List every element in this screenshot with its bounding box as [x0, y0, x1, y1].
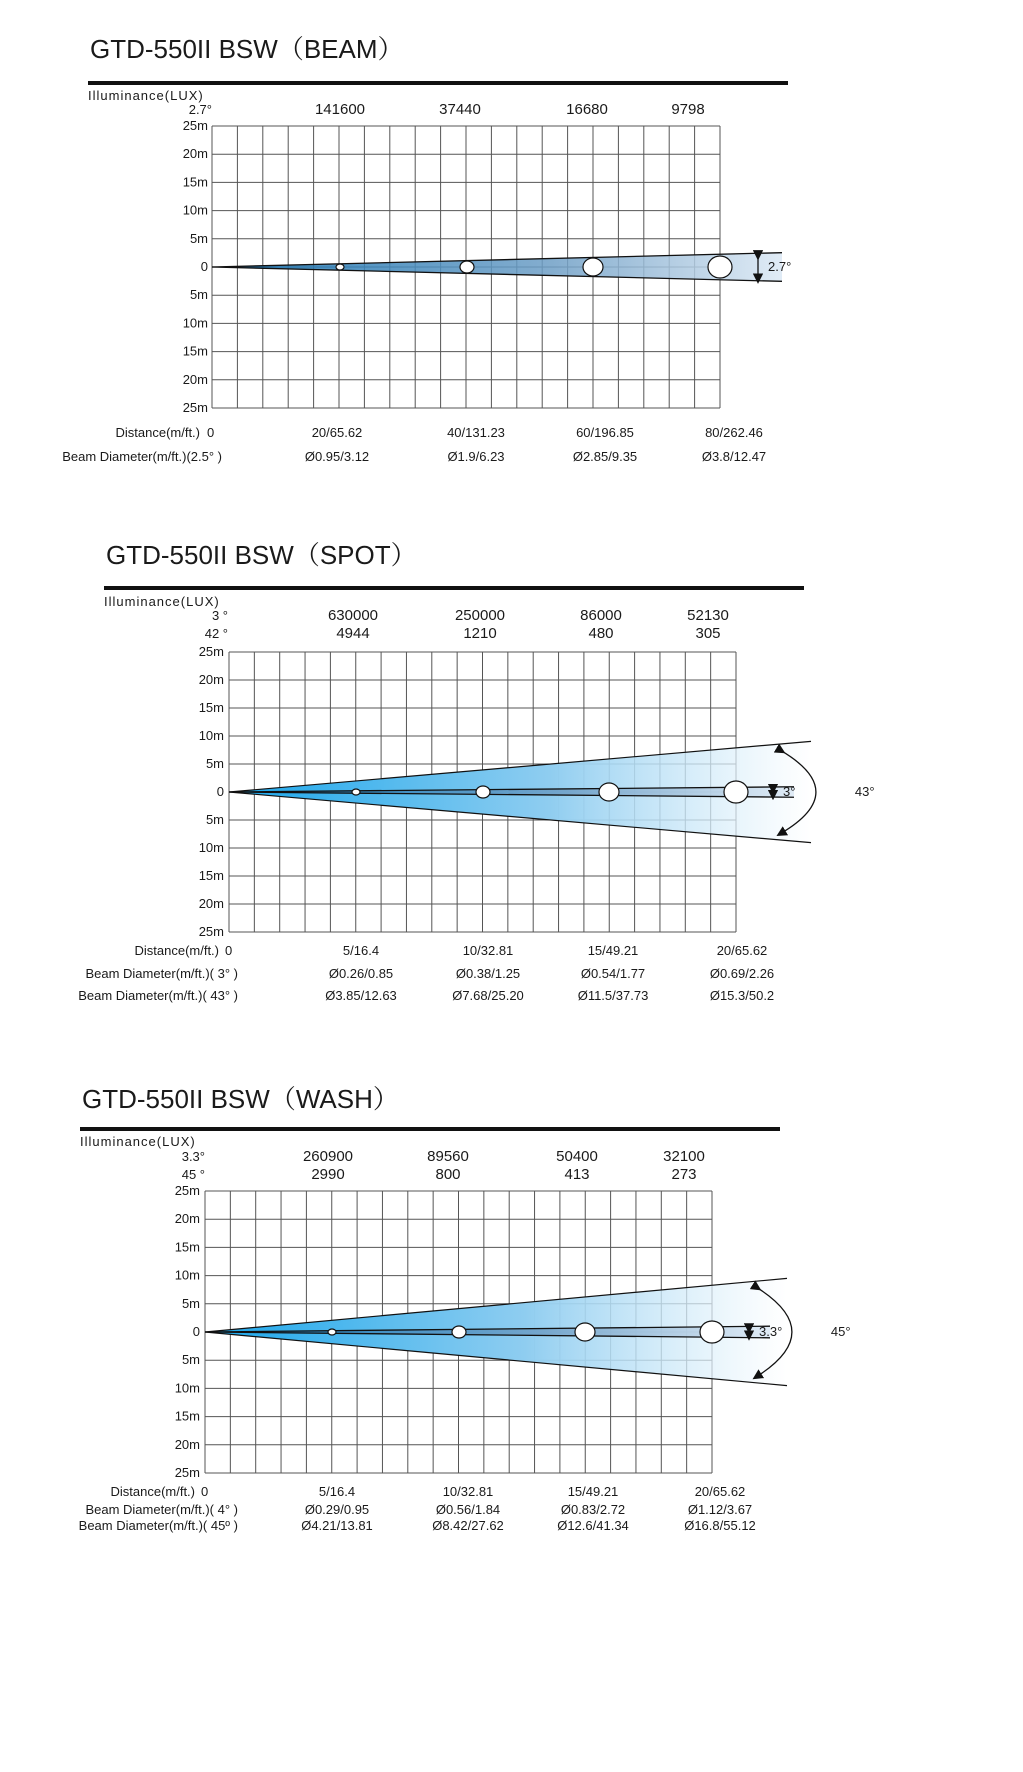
lux-value: 32100 — [663, 1148, 705, 1165]
y-tick-label: 25m — [182, 400, 208, 415]
y-tick-label: 10m — [174, 1380, 200, 1396]
distance-value: 20/65.62 — [311, 425, 363, 440]
y-tick-label: 5m — [181, 1352, 200, 1368]
narrow-angle-label: 3° — [783, 784, 796, 799]
beam-diameter-label: Beam Diameter(m/ft.)( 45º ) — [78, 1518, 238, 1533]
distance-value: 15/49.21 — [587, 943, 639, 958]
y-tick-label: 5m — [181, 1295, 200, 1311]
lux-value: 800 — [435, 1166, 461, 1183]
beam-diameter-value: Ø3.8/12.47 — [701, 449, 767, 464]
distance-zero: 0 — [201, 1484, 209, 1499]
y-tick-label: 25m — [198, 924, 224, 939]
lux-value: 1210 — [463, 625, 497, 642]
beam-diameter-value: Ø0.38/1.25 — [455, 966, 521, 981]
y-tick-label: 0 — [192, 1324, 200, 1339]
beam-diameter-value: Ø0.26/0.85 — [328, 966, 394, 981]
beam-diameter-value: Ø3.85/12.63 — [325, 988, 397, 1003]
beam-diameter-value: Ø7.68/25.20 — [452, 988, 524, 1003]
chart-title: GTD-550II BSW（BEAM） — [90, 34, 404, 64]
lux-value: 273 — [671, 1166, 697, 1183]
beam-spot-marker — [599, 783, 619, 801]
y-tick-label: 20m — [198, 672, 224, 687]
spot-chart-panel — [0, 520, 1023, 1060]
lux-value: 260900 — [302, 1148, 354, 1165]
beam-spot-marker — [476, 786, 490, 798]
beam-diameter-value: Ø12.6/41.34 — [557, 1518, 629, 1533]
distance-zero: 0 — [207, 425, 215, 440]
distance-label: Distance(m/ft.) — [134, 943, 219, 958]
y-tick-label: 25m — [198, 644, 224, 659]
beam-diameter-label: Beam Diameter(m/ft.)(2.5° ) — [62, 449, 222, 464]
y-tick-label: 10m — [182, 202, 208, 218]
narrow-angle-label: 3.3° — [759, 1324, 783, 1339]
beam-spot-marker — [575, 1323, 595, 1341]
y-tick-label: 5m — [189, 287, 208, 303]
y-tick-label: 20m — [174, 1211, 200, 1227]
beam-diameter-value: Ø0.69/2.26 — [709, 966, 775, 981]
lux-value: 250000 — [454, 607, 506, 624]
distance-label: Distance(m/ft.) — [115, 425, 200, 440]
y-tick-label: 5m — [205, 756, 224, 771]
angle-label: 3 ° — [211, 608, 228, 623]
distance-value: 40/131.23 — [447, 425, 505, 440]
lux-value: 4944 — [336, 625, 370, 642]
narrow-angle-label: 2.7° — [768, 259, 792, 274]
beam-chart-panel — [0, 0, 1023, 520]
beam-diameter-value: Ø0.56/1.84 — [435, 1502, 501, 1517]
beam-spot-marker — [460, 261, 474, 273]
beam-diameter-label: Beam Diameter(m/ft.)( 43° ) — [78, 988, 238, 1003]
y-tick-label: 25m — [174, 1465, 200, 1480]
angle-label: 3.3° — [181, 1149, 205, 1164]
angle-label: 2.7° — [188, 102, 212, 117]
beam-diameter-value: Ø2.85/9.35 — [572, 449, 638, 464]
y-tick-label: 15m — [198, 868, 224, 883]
wash-chart — [0, 1060, 1023, 1772]
wash-chart-panel — [0, 1060, 1023, 1772]
y-tick-label: 15m — [174, 1408, 200, 1424]
beam-diameter-value: Ø8.42/27.62 — [432, 1518, 504, 1533]
y-tick-label: 0 — [200, 259, 208, 274]
beam-spot-marker — [328, 1329, 336, 1335]
lux-value: 37440 — [439, 101, 481, 118]
lux-value: 16680 — [566, 101, 608, 118]
beam-spot-marker — [724, 781, 748, 803]
narrow-beam-cone — [212, 253, 782, 282]
lux-value: 86000 — [580, 607, 622, 624]
chart-title: GTD-550II BSW（WASH） — [82, 1084, 399, 1114]
distance-zero: 0 — [225, 943, 233, 958]
distance-value: 20/65.62 — [716, 943, 768, 958]
y-tick-label: 15m — [198, 700, 224, 715]
beam-spot-marker — [452, 1326, 466, 1338]
lux-value: 480 — [588, 625, 614, 642]
beam-diameter-value: Ø15.3/50.2 — [709, 988, 775, 1003]
y-tick-label: 10m — [174, 1267, 200, 1283]
distance-value: 20/65.62 — [694, 1484, 746, 1499]
lux-value: 2990 — [311, 1166, 345, 1183]
y-tick-label: 10m — [198, 840, 224, 855]
illuminance-label: Illuminance(LUX) — [104, 594, 220, 609]
wide-angle-label: 45° — [830, 1324, 851, 1339]
beam-diameter-value: Ø0.83/2.72 — [560, 1502, 626, 1517]
beam-diameter-value: Ø0.54/1.77 — [580, 966, 646, 981]
distance-value: 5/16.4 — [318, 1484, 356, 1499]
distance-label: Distance(m/ft.) — [110, 1484, 195, 1499]
spot-chart — [0, 520, 1023, 1060]
beam-diameter-label: Beam Diameter(m/ft.)( 3° ) — [85, 966, 238, 981]
angle-label: 45 ° — [181, 1167, 205, 1182]
beam-diameter-label: Beam Diameter(m/ft.)( 4° ) — [85, 1502, 238, 1517]
y-tick-label: 25m — [182, 118, 208, 133]
y-tick-label: 15m — [174, 1239, 200, 1255]
beam-spot-marker — [708, 256, 732, 278]
y-tick-label: 20m — [182, 146, 208, 162]
lux-value: 9798 — [671, 101, 705, 118]
illuminance-label: Illuminance(LUX) — [80, 1134, 196, 1149]
lux-value: 413 — [564, 1166, 590, 1183]
lux-value: 141600 — [314, 101, 366, 118]
distance-value: 15/49.21 — [567, 1484, 619, 1499]
y-tick-label: 15m — [182, 174, 208, 190]
chart-title: GTD-550II BSW（SPOT） — [106, 540, 417, 570]
beam-spot-marker — [336, 264, 344, 270]
distance-value: 10/32.81 — [442, 1484, 494, 1499]
illuminance-label: Illuminance(LUX) — [88, 88, 204, 103]
beam-diameter-value: Ø1.9/6.23 — [447, 449, 505, 464]
lux-value: 630000 — [327, 607, 379, 624]
beam-spot-marker — [700, 1321, 724, 1343]
lux-value: 52130 — [687, 607, 729, 624]
beam-diameter-value: Ø1.12/3.67 — [687, 1502, 753, 1517]
y-tick-label: 20m — [198, 896, 224, 911]
y-tick-label: 10m — [182, 315, 208, 331]
lux-value: 89560 — [427, 1148, 469, 1165]
y-tick-label: 25m — [174, 1183, 200, 1198]
beam-spot-marker — [352, 789, 360, 795]
beam-diameter-value: Ø11.5/37.73 — [577, 988, 649, 1003]
angle-label: 42 ° — [204, 626, 228, 641]
beam-diameter-value: Ø4.21/13.81 — [301, 1518, 373, 1533]
beam-spot-marker — [583, 258, 603, 276]
beam-chart — [0, 0, 1023, 520]
y-tick-label: 5m — [189, 230, 208, 246]
distance-value: 60/196.85 — [576, 425, 634, 440]
wide-angle-label: 43° — [854, 784, 875, 799]
beam-diameter-value: Ø16.8/55.12 — [684, 1518, 756, 1533]
distance-value: 80/262.46 — [705, 425, 763, 440]
y-tick-label: 20m — [182, 371, 208, 387]
distance-value: 5/16.4 — [342, 943, 380, 958]
distance-value: 10/32.81 — [462, 943, 514, 958]
beam-diameter-value: Ø0.29/0.95 — [304, 1502, 370, 1517]
y-tick-label: 10m — [198, 728, 224, 743]
beam-diameter-value: Ø0.95/3.12 — [304, 449, 370, 464]
lux-value: 305 — [695, 625, 721, 642]
y-tick-label: 20m — [174, 1436, 200, 1452]
lux-value: 50400 — [556, 1148, 598, 1165]
y-tick-label: 0 — [216, 784, 224, 799]
y-tick-label: 15m — [182, 343, 208, 359]
y-tick-label: 5m — [205, 812, 224, 827]
